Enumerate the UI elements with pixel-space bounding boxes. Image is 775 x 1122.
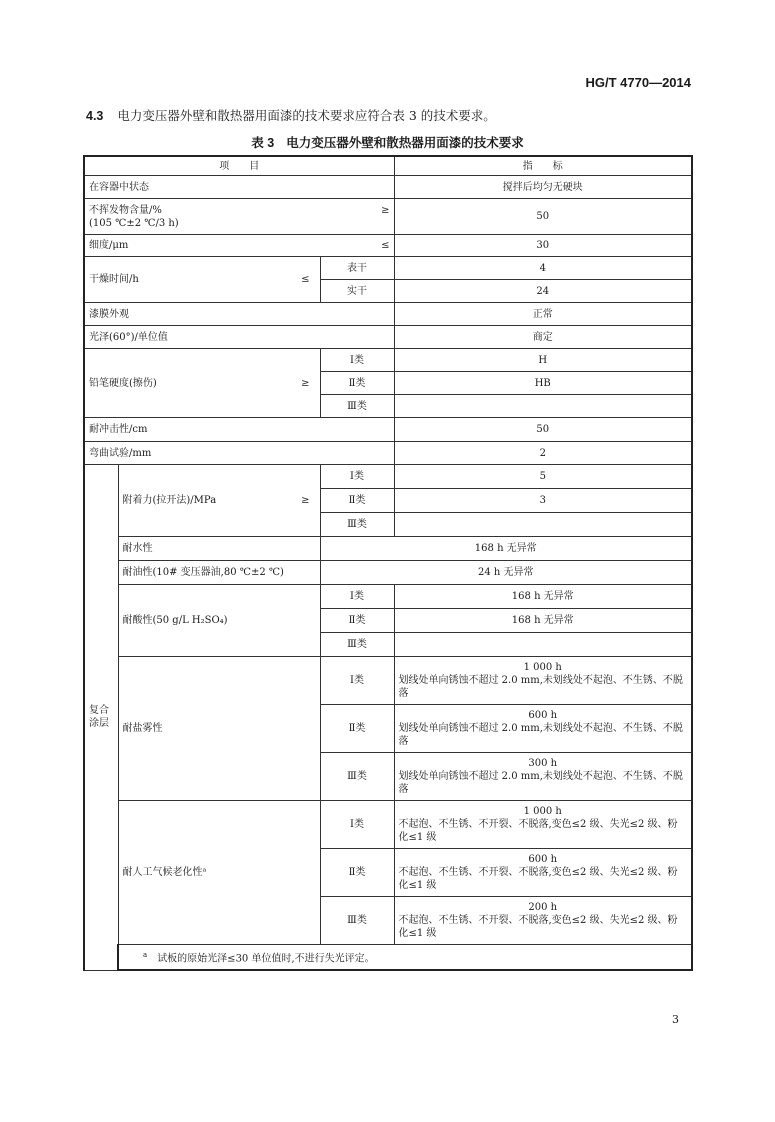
page-number: 3 (672, 1013, 679, 1026)
row-value (394, 897, 692, 945)
row-value: 正常 (394, 303, 692, 326)
class-label: Ⅰ类 (320, 657, 394, 705)
class-label: Ⅲ类 (320, 633, 394, 657)
requirement-text: 不起泡、不生锈、不开裂、不脱落,变色≤2 级、失光≤2 级、粉化≤1 级 (398, 867, 678, 891)
row-label (84, 235, 394, 257)
nonvolatile-label: 不挥发物含量/% (89, 204, 162, 216)
adhesion-label: 附着力(拉开法)/MPa (122, 495, 217, 506)
footnote-text: 试板的原始光泽≤30 单位值时,不进行失光评定。 (157, 953, 375, 965)
row-label: 耐冲击性/cm (84, 418, 394, 442)
class-label: Ⅰ类 (320, 465, 394, 489)
row-value: 24 h 无异常 (320, 561, 692, 585)
sub-label: 表干 (320, 257, 394, 280)
row-value (394, 657, 692, 705)
relation-symbol: ≥ (381, 204, 390, 216)
row-value: HB (394, 372, 692, 395)
drying-label: 干燥时间/h (89, 274, 139, 285)
table-number: 表 3 (251, 136, 275, 150)
row-value: 商定 (394, 326, 692, 349)
row-label: 耐人工气候老化性ᵃ (118, 801, 320, 945)
test-period: 600 h (528, 854, 558, 865)
class-label: Ⅱ类 (320, 489, 394, 513)
table-caption (0, 133, 775, 151)
row-value: 搅拌后均匀无硬块 (394, 176, 692, 199)
sub-label: 实干 (320, 280, 394, 303)
row-label: 耐水性 (118, 537, 320, 561)
class-label: Ⅱ类 (320, 849, 394, 897)
row-label: 漆膜外观 (84, 303, 394, 326)
class-label: Ⅰ类 (320, 801, 394, 849)
table-footnote (118, 945, 692, 971)
row-value (394, 395, 692, 418)
clause-4-3 (86, 106, 496, 124)
row-value: 50 (394, 199, 692, 235)
row-value: 2 (394, 442, 692, 465)
class-label: Ⅲ类 (320, 395, 394, 418)
table-row (84, 537, 692, 561)
table-row (84, 199, 692, 235)
table-row (84, 442, 692, 465)
row-value (394, 705, 692, 753)
composite-group-label: 复合涂层 (84, 465, 118, 971)
row-value: 24 (394, 280, 692, 303)
test-period: 300 h (528, 758, 558, 769)
table-header-row (84, 156, 692, 176)
nonvolatile-condition: (105 ℃±2 ℃/3 h) (89, 217, 179, 229)
row-value: 30 (394, 235, 692, 257)
row-label (118, 465, 320, 537)
class-label: Ⅰ类 (320, 585, 394, 609)
row-value: 4 (394, 257, 692, 280)
fineness-label: 细度/μm (89, 240, 129, 251)
class-label: Ⅰ类 (320, 349, 394, 372)
table-footnote-row (84, 945, 692, 971)
header-item: 项 目 (84, 156, 394, 176)
row-value: 168 h 无异常 (320, 537, 692, 561)
test-period: 1 000 h (523, 662, 562, 673)
row-value: 50 (394, 418, 692, 442)
class-label: Ⅱ类 (320, 705, 394, 753)
pencil-label: 铅笔硬度(擦伤) (89, 377, 157, 389)
row-label: 在容器中状态 (84, 176, 394, 199)
class-label: Ⅱ类 (320, 372, 394, 395)
requirement-text: 不起泡、不生锈、不开裂、不脱落,变色≤2 级、失光≤2 级、粉化≤1 级 (398, 819, 678, 843)
table-row (84, 657, 692, 705)
class-label: Ⅲ类 (320, 753, 394, 801)
row-value: 168 h 无异常 (394, 585, 692, 609)
spec-table (83, 155, 693, 971)
standard-code: HG/T 4770—2014 (585, 75, 691, 90)
row-label (84, 199, 394, 235)
row-value (394, 513, 692, 537)
row-label: 耐油性(10# 变压器油,80 ℃±2 ℃) (118, 561, 320, 585)
clause-number: 4.3 (86, 109, 104, 123)
row-label: 光泽(60°)/单位值 (84, 326, 394, 349)
table-row (84, 176, 692, 199)
row-value: H (394, 349, 692, 372)
row-value (394, 633, 692, 657)
relation-symbol: ≥ (301, 377, 310, 389)
requirement-text: 划线处单向锈蚀不超过 2.0 mm,未划线处不起泡、不生锈、不脱落 (398, 771, 683, 795)
table-row (84, 561, 692, 585)
table-row (84, 465, 692, 489)
row-label (84, 349, 320, 418)
row-label: 耐酸性(50 g/L H₂SO₄) (118, 585, 320, 657)
header-index: 指 标 (394, 156, 692, 176)
table-row (84, 585, 692, 609)
row-label: 耐盐雾性 (118, 657, 320, 801)
table-row (84, 303, 692, 326)
table-row (84, 801, 692, 849)
relation-symbol: ≥ (301, 495, 310, 506)
table-title: 电力变压器外壁和散热器用面漆的技术要求 (286, 136, 524, 150)
relation-symbol: ≤ (301, 274, 310, 285)
table-row (84, 235, 692, 257)
footnote-mark: a (143, 951, 148, 959)
relation-symbol: ≤ (381, 240, 390, 251)
clause-text: 电力变压器外壁和散热器用面漆的技术要求应符合表 3 的技术要求。 (117, 108, 496, 123)
row-value: 3 (394, 489, 692, 513)
row-value (394, 753, 692, 801)
class-label: Ⅱ类 (320, 609, 394, 633)
test-period: 600 h (528, 710, 558, 721)
class-label: Ⅲ类 (320, 897, 394, 945)
row-value (394, 849, 692, 897)
test-period: 200 h (528, 902, 558, 913)
test-period: 1 000 h (523, 806, 562, 817)
class-label: Ⅲ类 (320, 513, 394, 537)
row-value: 5 (394, 465, 692, 489)
requirement-text: 不起泡、不生锈、不开裂、不脱落,变色≤2 级、失光≤2 级、粉化≤1 级 (398, 915, 678, 939)
table-row (84, 418, 692, 442)
table-row (84, 349, 692, 372)
row-label (84, 257, 320, 303)
requirement-text: 划线处单向锈蚀不超过 2.0 mm,未划线处不起泡、不生锈、不脱落 (398, 675, 683, 699)
table-row (84, 326, 692, 349)
table-row (84, 257, 692, 280)
row-value (394, 801, 692, 849)
requirement-text: 划线处单向锈蚀不超过 2.0 mm,未划线处不起泡、不生锈、不脱落 (398, 723, 683, 747)
row-value: 168 h 无异常 (394, 609, 692, 633)
row-label: 弯曲试验/mm (84, 442, 394, 465)
